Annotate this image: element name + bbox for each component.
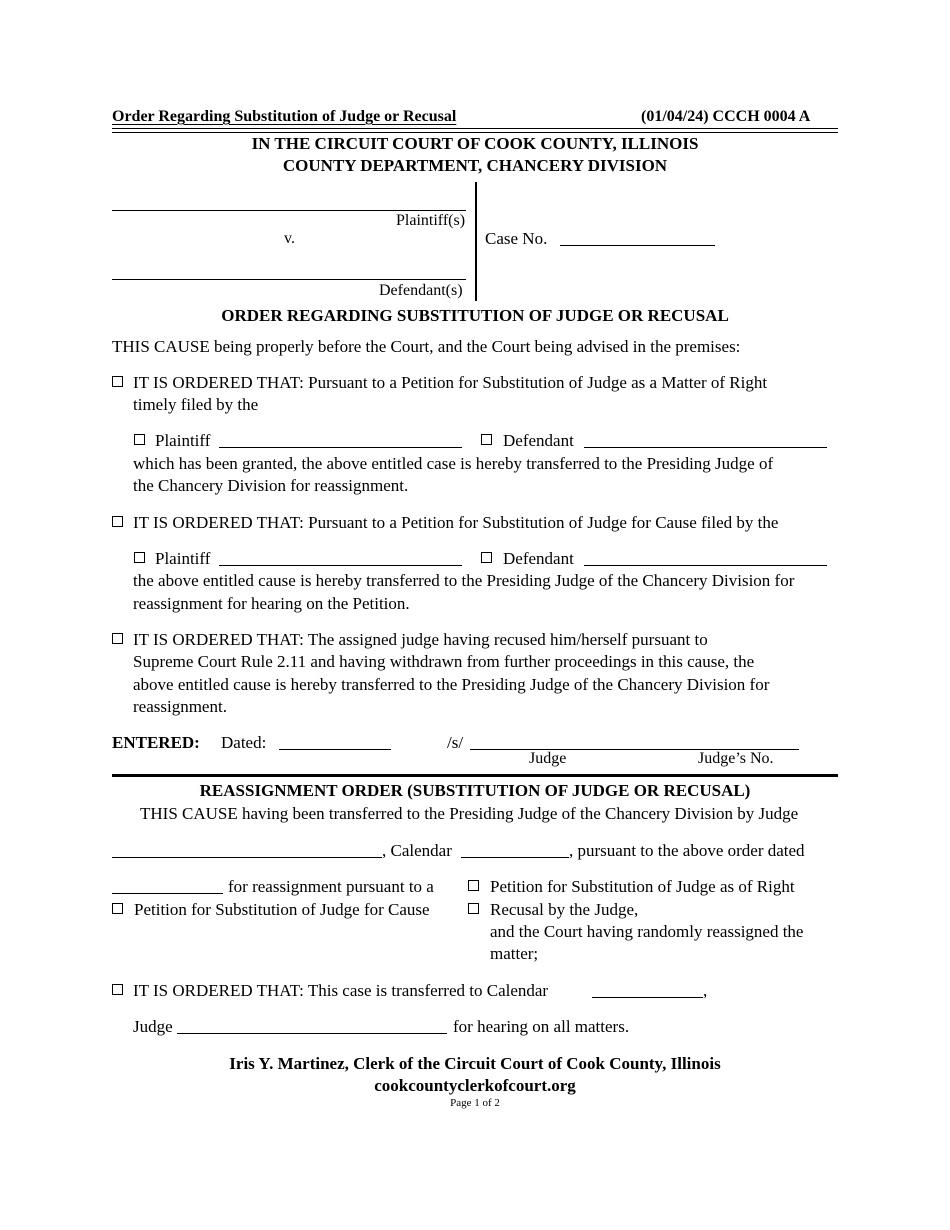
option1-plaintiff-field[interactable] bbox=[219, 447, 462, 448]
new-calendar-field[interactable] bbox=[592, 997, 703, 998]
clerk-name: Iris Y. Martinez, Clerk of the Circuit Court of Cook County, Illinois bbox=[229, 1054, 721, 1073]
option3-text-line1: IT IS ORDERED THAT: The assigned judge having recused him/herself pursuant to bbox=[133, 630, 708, 649]
plaintiff-label: Plaintiff(s) bbox=[396, 212, 466, 229]
case-no-field[interactable] bbox=[560, 245, 715, 246]
defendant-label: Defendant(s) bbox=[379, 282, 463, 299]
option2-text-line1: IT IS ORDERED THAT: Pursuant to a Petition for Substitution of Judge for Cause filed by the bbox=[133, 513, 779, 532]
dated-label: Dated: bbox=[221, 733, 267, 752]
option-recusal-checkbox[interactable] bbox=[468, 903, 479, 914]
court-division: COUNTY DEPARTMENT, CHANCERY DIVISION bbox=[282, 156, 668, 175]
for-reassignment-text: for reassignment pursuant to a bbox=[228, 877, 434, 896]
reassignment-title: REASSIGNMENT ORDER (SUBSTITUTION OF JUDGE OR RECUSAL) bbox=[199, 781, 751, 800]
option1-text-line1: IT IS ORDERED THAT: Pursuant to a Petition for Substitution of Judge as a Matter of Right bbox=[133, 373, 768, 392]
transferring-judge-field[interactable] bbox=[112, 857, 382, 858]
option2-text-line2: the above entitled cause is hereby transferred to the Presiding Judge of the Chancery Division for bbox=[133, 571, 795, 590]
caption-divider bbox=[475, 182, 477, 301]
option-recusal-label: Recusal by the Judge, bbox=[490, 900, 639, 919]
new-judge-field[interactable] bbox=[177, 1033, 447, 1034]
order-title: ORDER REGARDING SUBSTITUTION OF JUDGE OR RECUSAL bbox=[221, 306, 729, 325]
option1-checkbox[interactable] bbox=[112, 376, 123, 387]
judge-no-label: Judge’s No. bbox=[698, 750, 774, 767]
defendant-name-field[interactable] bbox=[112, 279, 466, 280]
plaintiff-name-field[interactable] bbox=[112, 210, 466, 211]
option1-text-line2: timely filed by the bbox=[133, 395, 259, 414]
option3-checkbox[interactable] bbox=[112, 633, 123, 644]
court-reassigned-line2: matter; bbox=[490, 944, 539, 963]
hearing-text: for hearing on all matters. bbox=[453, 1017, 630, 1036]
option2-plaintiff-field[interactable] bbox=[219, 565, 462, 566]
dated-field[interactable] bbox=[279, 749, 391, 750]
entered-label: ENTERED: bbox=[112, 733, 200, 752]
option1-defendant-field[interactable] bbox=[584, 447, 827, 448]
form-code: (01/04/24) CCCH 0004 A bbox=[641, 108, 811, 125]
reassignment-line1: THIS CAUSE having been transferred to the Presiding Judge of the Chancery Division by Judge bbox=[140, 804, 799, 823]
judge-label: Judge bbox=[529, 750, 567, 767]
calendar-text: , Calendar bbox=[382, 841, 452, 860]
clerk-website[interactable]: cookcountyclerkofcourt.org bbox=[374, 1076, 576, 1095]
order-intro: THIS CAUSE being properly before the Court, and the Court being advised in the premises: bbox=[112, 337, 741, 356]
comma: , bbox=[703, 981, 708, 1000]
option1-text-line4: the Chancery Division for reassignment. bbox=[133, 476, 409, 495]
pursuant-text: , pursuant to the above order dated bbox=[569, 841, 805, 860]
option-right-label: Petition for Substitution of Judge as of Right bbox=[490, 877, 795, 896]
page-number: Page 1 of 2 bbox=[450, 1097, 500, 1109]
option1-plaintiff-checkbox[interactable] bbox=[134, 434, 145, 445]
option2-defendant-checkbox[interactable] bbox=[481, 552, 492, 563]
ordered-calendar-text: IT IS ORDERED THAT: This case is transferred to Calendar bbox=[133, 981, 549, 1000]
option2-plaintiff-checkbox[interactable] bbox=[134, 552, 145, 563]
option-cause-checkbox[interactable] bbox=[112, 903, 123, 914]
option1-text-line3: which has been granted, the above entitled case is hereby transferred to the Presiding Judge of bbox=[133, 454, 774, 473]
versus-label: v. bbox=[284, 230, 295, 247]
option3-text-line2: Supreme Court Rule 2.11 and having withdrawn from further proceedings in this cause, the bbox=[133, 652, 755, 671]
option2-defendant-label: Defendant bbox=[503, 549, 574, 568]
option1-defendant-checkbox[interactable] bbox=[481, 434, 492, 445]
option1-plaintiff-label: Plaintiff bbox=[155, 431, 211, 450]
header-rule-top bbox=[112, 128, 838, 129]
option2-checkbox[interactable] bbox=[112, 516, 123, 527]
calendar-field[interactable] bbox=[461, 857, 569, 858]
case-no-label: Case No. bbox=[485, 229, 548, 248]
header-rule-bottom bbox=[112, 132, 838, 133]
option2-defendant-field[interactable] bbox=[584, 565, 827, 566]
section-divider bbox=[112, 774, 838, 777]
new-judge-label: Judge bbox=[133, 1017, 173, 1036]
option-cause-label: Petition for Substitution of Judge for Cause bbox=[134, 900, 430, 919]
signature-prefix: /s/ bbox=[447, 733, 464, 752]
court-name: IN THE CIRCUIT COURT OF COOK COUNTY, ILLINOIS bbox=[251, 134, 699, 153]
option3-text-line3: above entitled cause is hereby transferred to the Presiding Judge of the Chancery Division for bbox=[133, 675, 770, 694]
court-reassigned-line1: and the Court having randomly reassigned the bbox=[490, 922, 804, 941]
ordered-calendar-checkbox[interactable] bbox=[112, 984, 123, 995]
form-title: Order Regarding Substitution of Judge or Recusal bbox=[112, 108, 457, 125]
order-date-field[interactable] bbox=[112, 893, 223, 894]
option-right-checkbox[interactable] bbox=[468, 880, 479, 891]
option2-plaintiff-label: Plaintiff bbox=[155, 549, 211, 568]
option1-defendant-label: Defendant bbox=[503, 431, 574, 450]
option3-text-line4: reassignment. bbox=[133, 697, 227, 716]
option2-text-line3: reassignment for hearing on the Petition. bbox=[133, 594, 410, 613]
